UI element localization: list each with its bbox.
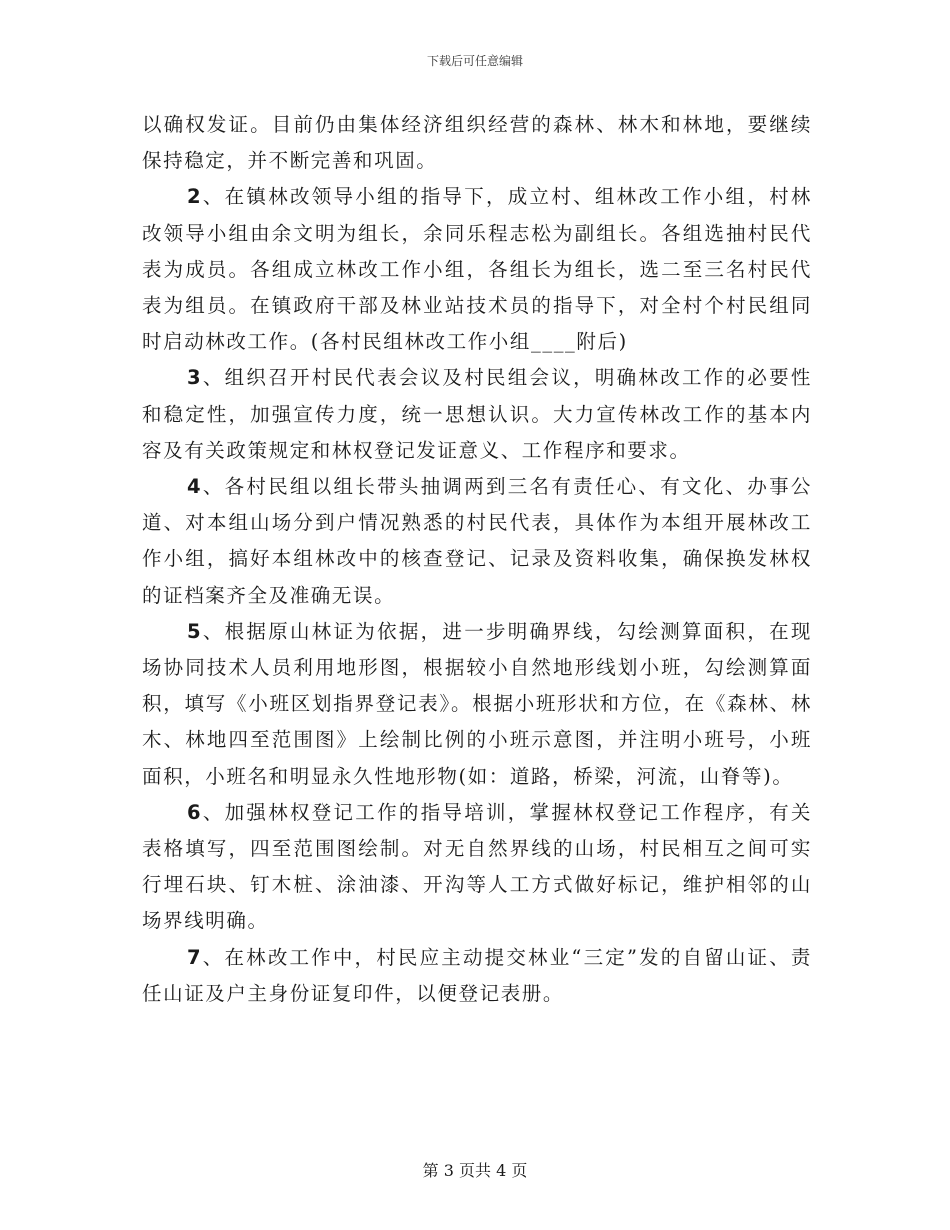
paragraph-4-text: 、各村民组以组长带头抽调两到三名有责任心、有文化、办事公道、对本组山场分到户情况熟悉的村民代表，具体作为本组开展林改工作小组，搞好本组林改中的核查登记、记录及资料收集，确保换发林权的证档案齐全及准确无误。 <box>142 475 812 607</box>
paragraph-5-text: 、根据原山林证为依据，进一步明确界线，勾绘测算面积，在现场协同技术人员利用地形图，根据较小自然地形线划小班，勾绘测算面积，填写《小班区划指界登记表》。根据小班形状和方位，在《森林、林木、林地四至范围图》上绘制比例的小班示意图，并注明小班号，小班面积，小班名和明显永久性地形物(如：道路，桥梁，河流，山脊等)。 <box>142 619 812 788</box>
page-header: 下载后可任意编辑 <box>426 54 523 68</box>
paragraph-3-text: 、组织召开村民代表会议及村民组会议，明确林改工作的必要性和稳定性，加强宣传力度，统一思想认识。大力宣传林改工作的基本内容及有关政策规定和林权登记发证意义、工作程序和要求。 <box>142 366 812 462</box>
paragraph-3 <box>142 360 812 469</box>
paragraph-4-number: 4 <box>187 475 203 499</box>
paragraph-7 <box>142 940 812 1012</box>
paragraph-6-text: 、加强林权登记工作的指导培训，掌握林权登记工作程序，有关表格填写，四至范围图绘制。对无自然界线的山场，村民相互之间可实行埋石块、钉木桩、涂油漆、开沟等人工方式做好标记，维护相邻的山场界线明确。 <box>142 800 812 933</box>
paragraph-1-text: 以确权发证。目前仍由集体经济组织经营的森林、林木和林地，要继续保持稳定，并不断完善和巩固。 <box>142 113 812 173</box>
paragraph-3-number: 3 <box>187 366 203 390</box>
paragraph-5 <box>142 614 812 795</box>
paragraph-5-number: 5 <box>187 619 203 643</box>
paragraph-6 <box>142 795 812 940</box>
paragraph-4 <box>142 469 812 614</box>
paragraph-2-number: 2 <box>187 185 203 209</box>
paragraph-2 <box>142 179 812 360</box>
page-footer: 第 3 页共 4 页 <box>422 1161 528 1180</box>
paragraph-1 <box>142 107 812 179</box>
paragraph-7-number: 7 <box>187 945 203 969</box>
paragraph-6-number: 6 <box>187 800 203 824</box>
document-body <box>142 107 812 1012</box>
paragraph-7-text: 、在林改工作中，村民应主动提交林业“三定”发的自留山证、责任山证及户主身份证复印件，以便登记表册。 <box>142 945 812 1005</box>
paragraph-2-text: 、在镇林改领导小组的指导下，成立村、组林改工作小组，村林改领导小组由余文明为组长，余同乐程志松为副组长。各组选抽村民代表为成员。各组成立林改工作小组，各组长为组长，选二至三名村民代表为组员。在镇政府干部及林业站技术员的指导下，对全村个村民组同时启动林改工作。(各村民组林改工作小组____附后) <box>142 185 812 354</box>
